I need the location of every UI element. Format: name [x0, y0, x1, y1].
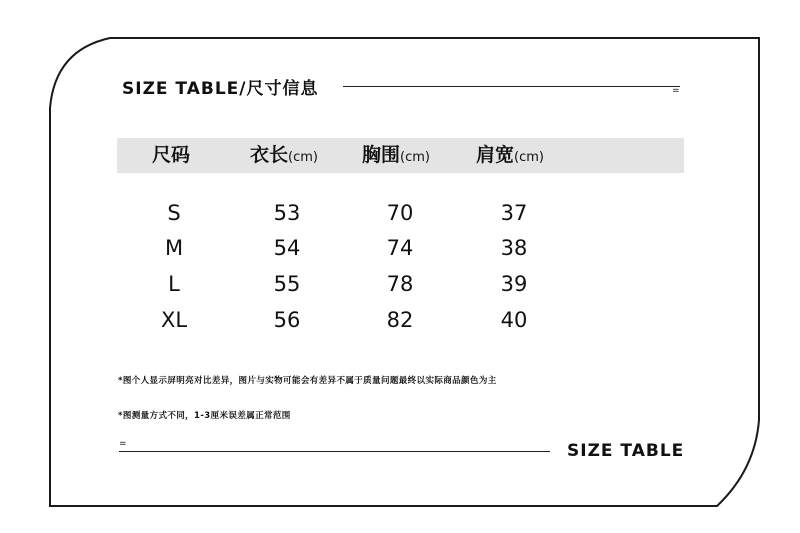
header-length-unit: (cm) [288, 150, 318, 165]
length-cell: 53 [273, 201, 301, 225]
header-chest [362, 138, 430, 173]
footer-title: SIZE TABLE [567, 441, 685, 461]
shoulder-cell: 38 [500, 236, 528, 260]
header-shoulder-unit: (cm) [514, 150, 544, 165]
header-shoulder [476, 138, 544, 173]
table-row [0, 196, 800, 230]
footer-divider-mark: = [119, 439, 127, 449]
header-size [152, 138, 190, 173]
table-row [0, 303, 800, 337]
size-cell: XL [160, 308, 188, 332]
header-chest-label: 胸围 [362, 144, 401, 166]
note-display-difference: *图个人显示屏明亮对比差异，图片与实物可能会有差异不属于质量问题最终以实际商品颜色为主 [118, 376, 497, 386]
chest-cell: 70 [386, 201, 414, 225]
table-row [0, 231, 800, 265]
chest-cell: 74 [386, 236, 414, 260]
header-chest-unit: (cm) [400, 150, 430, 165]
shoulder-cell: 39 [500, 272, 528, 296]
header-shoulder-label: 肩宽 [476, 144, 515, 166]
header-length-label: 衣长 [250, 144, 289, 166]
header-length [250, 138, 318, 173]
chest-cell: 78 [386, 272, 414, 296]
size-cell: S [167, 201, 181, 225]
header-size-label: 尺码 [152, 144, 191, 166]
table-row [0, 267, 800, 301]
size-cell: M [164, 236, 184, 260]
title-divider [343, 86, 680, 87]
length-cell: 56 [273, 308, 301, 332]
shoulder-cell: 37 [500, 201, 528, 225]
length-cell: 55 [273, 272, 301, 296]
shoulder-cell: 40 [500, 308, 528, 332]
page-title: SIZE TABLE/尺寸信息 [122, 79, 319, 99]
table-header [117, 138, 684, 173]
footer-divider [119, 451, 550, 452]
size-cell: L [168, 272, 180, 296]
length-cell: 54 [273, 236, 301, 260]
note-measurement-tolerance: *图测量方式不同，1-3厘米误差属正常范围 [118, 411, 291, 421]
chest-cell: 82 [386, 308, 414, 332]
title-divider-mark: = [672, 86, 680, 96]
